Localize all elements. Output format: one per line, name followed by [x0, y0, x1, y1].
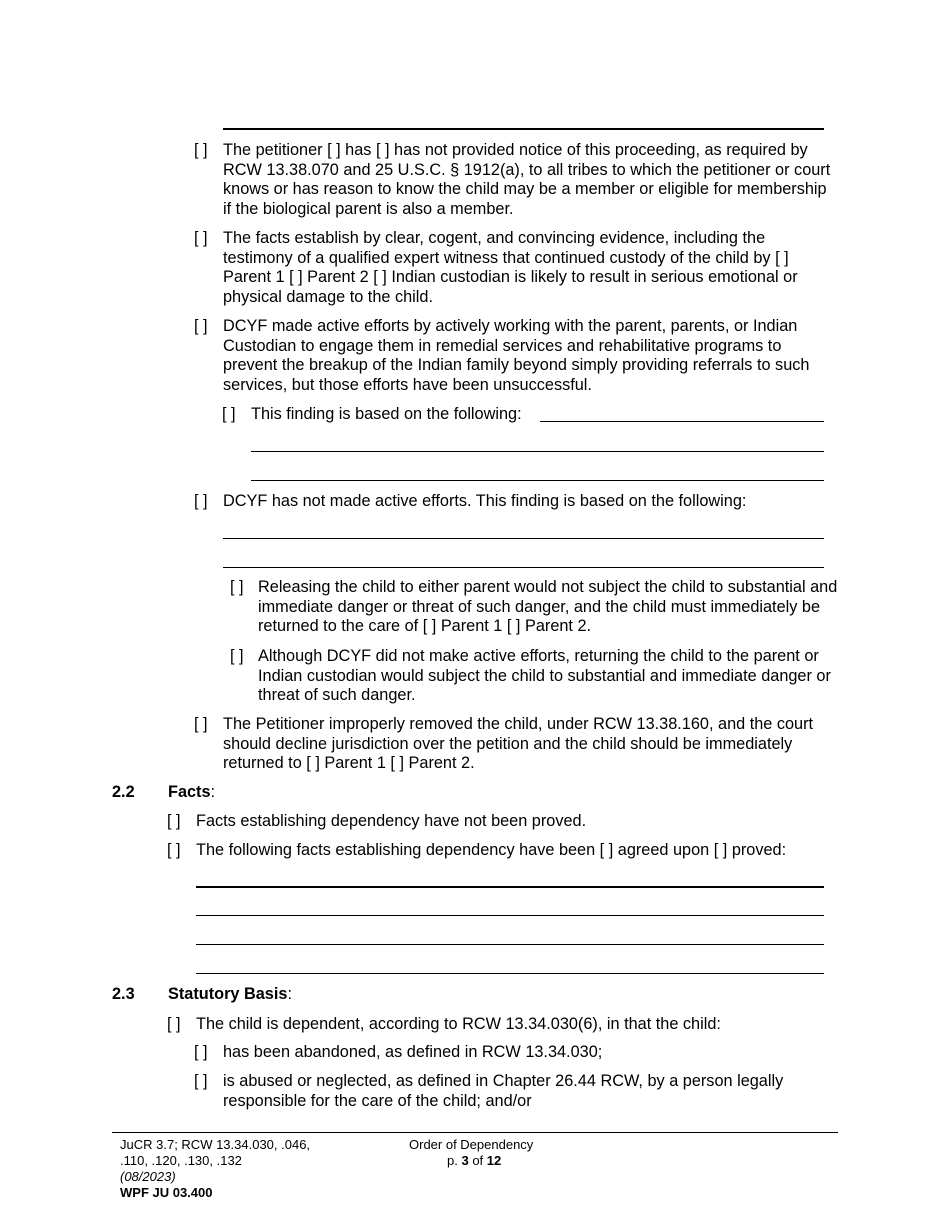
notice-text: The petitioner [ ] has [ ] has not provided notice of this proceeding, as required by RCW 13.38.070 and 25 U.S.C. § 1912(a), to all tribes to which the petitioner or court knows or has reason to know the child may be a member or eligible for membership if the biological parent is also a member.	[223, 141, 831, 218]
footer-rule	[112, 1132, 838, 1133]
section-2-3-colon: :	[287, 985, 292, 1003]
section-2-2-colon: :	[210, 783, 216, 801]
finding-basis-text: This finding is based on the following:	[251, 405, 522, 423]
checkbox-abandoned[interactable]: [ ]	[194, 1043, 208, 1061]
checkbox-improper-removal[interactable]: [ ]	[194, 715, 208, 733]
no-active-efforts-blank-2[interactable]	[223, 567, 824, 568]
footer-date: (08/2023)	[120, 1169, 176, 1184]
checkbox-active-efforts[interactable]: [ ]	[194, 317, 208, 335]
checkbox-facts-following[interactable]: [ ]	[167, 841, 181, 859]
abused-text: is abused or neglected, as defined in Chapter 26.44 RCW, by a person legally responsible for the care of the child; and/or	[223, 1072, 784, 1110]
checkbox-finding-basis[interactable]: [ ]	[222, 405, 236, 423]
checkbox-although[interactable]: [ ]	[230, 647, 244, 665]
facts-blank-3[interactable]	[196, 944, 824, 945]
dependent-text: The child is dependent, according to RCW 13.34.030(6), in that the child:	[196, 1015, 721, 1033]
section-2-3-heading	[168, 985, 292, 1005]
finding-basis-blank-2[interactable]	[251, 451, 824, 452]
footer-title: Order of Dependency	[409, 1137, 534, 1152]
finding-basis-blank-1[interactable]	[540, 421, 824, 422]
section-2-2-number: 2.2	[112, 783, 135, 801]
active-efforts-text: DCYF made active efforts by actively working with the parent, parents, or Indian Custodian to engage them in remedial services and rehabilitative programs to prevent the breakup of the Indian family beyond simply providing referrals to such services, but those efforts have been unsuccessful.	[223, 317, 810, 394]
section-2-3-number: 2.3	[112, 985, 135, 1003]
section-2-2-heading	[168, 783, 215, 803]
checkbox-notice[interactable]: [ ]	[194, 141, 208, 159]
page-current: 3	[461, 1153, 469, 1168]
checkbox-no-active-efforts[interactable]: [ ]	[194, 492, 208, 510]
facts-custody-text: The facts establish by clear, cogent, and convincing evidence, including the testimony of a qualified expert witness that continued custody of the child by [ ] Parent 1 [ ] Parent 2 [ ] Indian custodian is likely to result in serious emotional or physical damage to the child.	[223, 229, 798, 306]
facts-following-text: The following facts establishing dependency have been [ ] agreed upon [ ] proved:	[196, 841, 787, 859]
facts-not-proved-text: Facts establishing dependency have not been proved.	[196, 812, 587, 830]
facts-blank-4[interactable]	[196, 973, 824, 974]
footer-page-number	[447, 1153, 501, 1169]
facts-blank-2[interactable]	[196, 915, 824, 916]
section-2-2-title: Facts	[168, 783, 211, 801]
checkbox-dependent[interactable]: [ ]	[167, 1015, 181, 1033]
page-prefix: p.	[447, 1153, 458, 1168]
checkbox-facts-custody[interactable]: [ ]	[194, 229, 208, 247]
section-2-3-title: Statutory Basis	[168, 985, 288, 1003]
improper-removal-text: The Petitioner improperly removed the child, under RCW 13.38.160, and the court should decline jurisdiction over the petition and the child should be immediately returned to [ ] Parent 1 [ ] Parent 2.	[223, 715, 814, 772]
footer-citation-line1: JuCR 3.7; RCW 13.34.030, .046,	[120, 1137, 311, 1152]
abandoned-text: has been abandoned, as defined in RCW 13.34.030;	[223, 1043, 603, 1061]
footer-form-number: WPF JU 03.400	[120, 1185, 213, 1200]
facts-blank-1[interactable]	[196, 886, 824, 888]
top-rule	[223, 128, 824, 130]
page-total: 12	[486, 1153, 502, 1168]
checkbox-release[interactable]: [ ]	[230, 578, 244, 596]
no-active-efforts-blank-1[interactable]	[223, 538, 824, 539]
checkbox-abused[interactable]: [ ]	[194, 1072, 208, 1090]
page-of: of	[472, 1153, 484, 1168]
checkbox-facts-not-proved[interactable]: [ ]	[167, 812, 181, 830]
footer-citation-line2: .110, .120, .130, .132	[120, 1153, 242, 1168]
release-text: Releasing the child to either parent would not subject the child to substantial and immediate danger or threat of such danger, and the child must immediately be returned to the care of [ ] Parent 1 [ ] Parent 2.	[258, 578, 838, 635]
no-active-efforts-text: DCYF has not made active efforts. This finding is based on the following:	[223, 492, 747, 510]
although-text: Although DCYF did not make active efforts, returning the child to the parent or Indian custodian would subject the child to substantial and immediate danger or threat of such danger.	[258, 647, 831, 704]
finding-basis-blank-3[interactable]	[251, 480, 824, 481]
